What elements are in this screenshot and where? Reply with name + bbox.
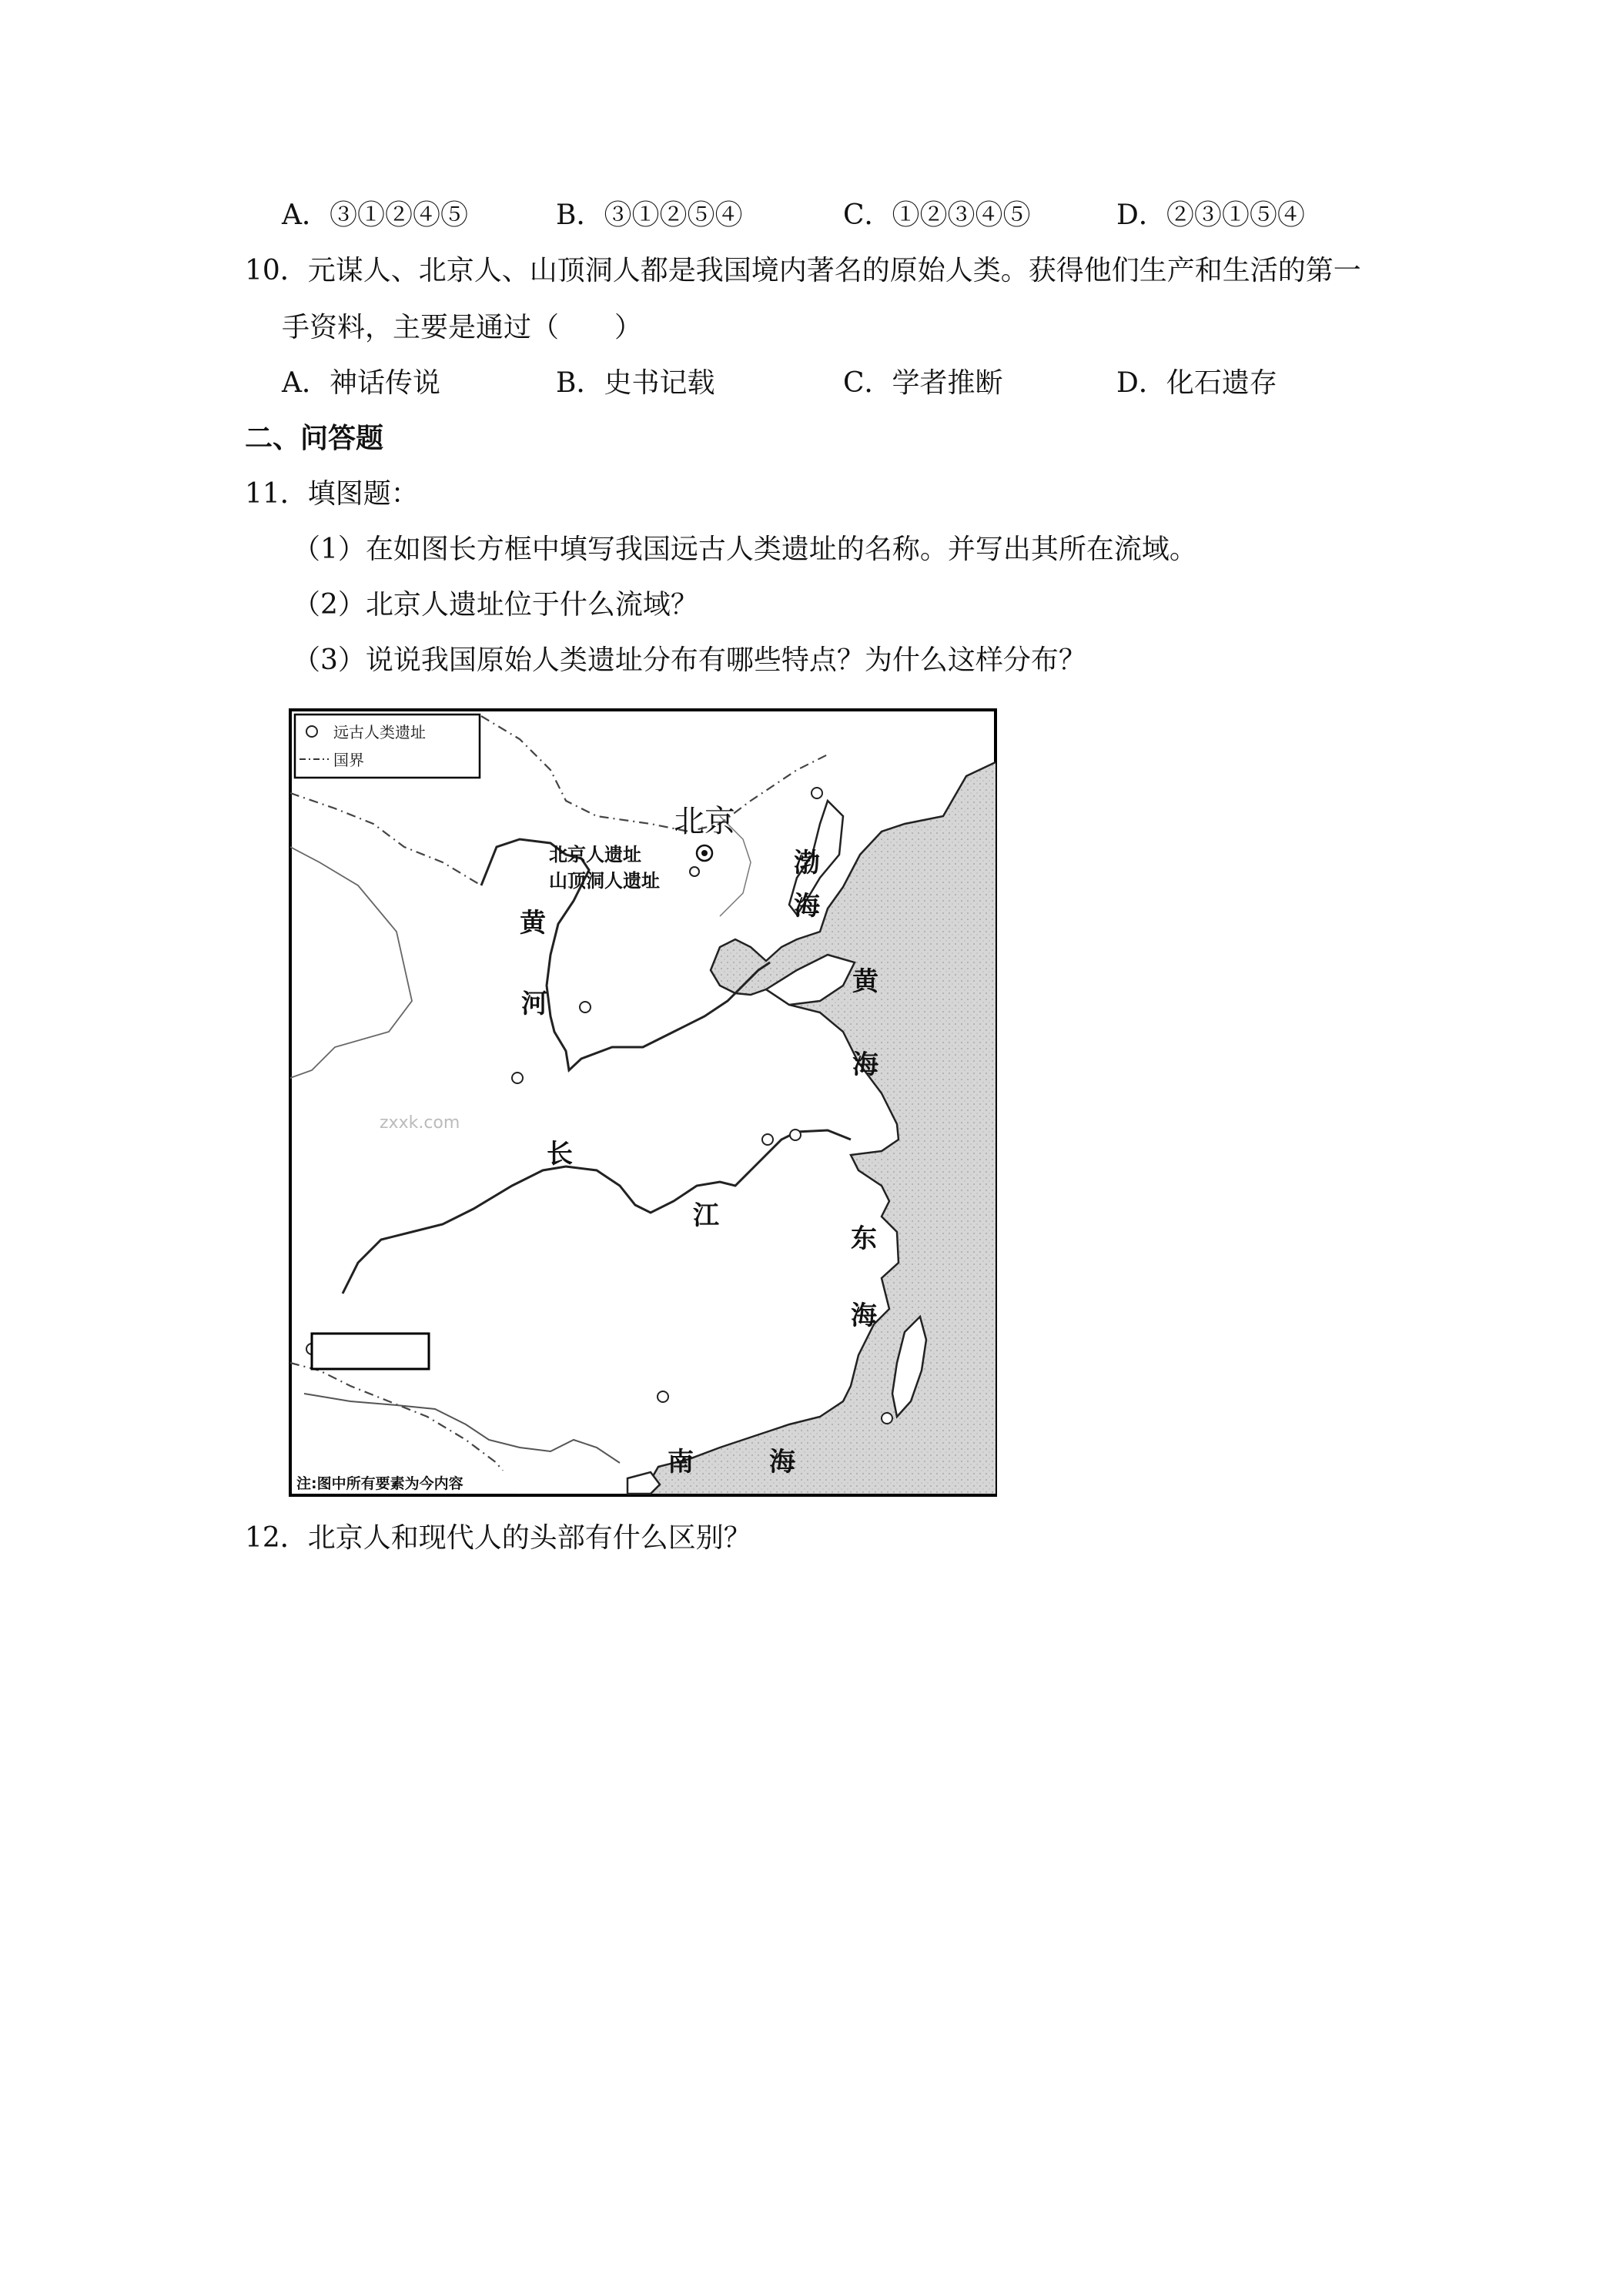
label-huanghe-1: 黄 [520,908,546,939]
q12-stem: 12．北京人和现代人的头部有什么区别？ [245,1522,751,1554]
q9-option-d: D．②③①⑤④ [1116,199,1305,231]
site-icon [658,1391,668,1402]
q9-option-a: A．③①②④⑤ [282,199,468,231]
q11-sub1: （1）在如图长方框中填写我国远古人类遗址的名称。并写出其所在流域。 [293,534,1197,565]
site-icon [762,1134,773,1145]
label-huanghai-1: 黄 [852,966,878,997]
q10-stem-line2: 手资料，主要是通过（ ） [282,312,643,343]
q10-option-c: C．学者推断 [843,367,1003,399]
q9-option-c: C．①②③④⑤ [843,199,1031,231]
site-icon [882,1413,892,1424]
legend-border-label: 国界 [333,751,364,769]
beijing-capital-dot [701,850,708,856]
label-nanhai-1: 南 [668,1447,694,1478]
site-icon [580,1002,591,1012]
map-note: 注:图中所有要素为今内容 [296,1475,463,1492]
legend-site-label: 远古人类遗址 [333,723,426,741]
q10-option-a: A．神话传说 [282,367,440,399]
answer-blank-box [312,1334,429,1369]
label-bohai-1: 渤 [794,848,820,879]
q9-option-b: B．③①②⑤④ [556,199,743,231]
label-nanhai-2: 海 [769,1447,795,1478]
q11-title: 11．填图题： [245,478,419,510]
legend-site-icon [306,726,317,737]
q10-option-d: D．化石遗存 [1116,367,1277,399]
label-donghai-2: 海 [851,1300,877,1331]
label-changjiang-2: 江 [693,1200,719,1231]
q10-option-b: B．史书记载 [556,367,715,399]
ancient-sites-map [289,708,997,1497]
label-shandingdong-site: 山顶洞人遗址 [549,870,660,892]
label-beijing-site: 北京人遗址 [549,844,641,865]
label-changjiang-1: 长 [547,1139,573,1170]
label-donghai-1: 东 [851,1223,877,1254]
site-icon [812,788,822,798]
section-title: 二、问答题 [245,423,384,454]
site-beijing-man-icon [690,867,699,876]
q11-sub3: （3）说说我国原始人类遗址分布有哪些特点？为什么这样分布？ [293,644,1086,676]
label-huanghai-2: 海 [852,1049,878,1080]
q10-stem-line1: 10．元谋人、北京人、山顶洞人都是我国境内著名的原始人类。获得他们生产和生活的第一 [245,255,1361,286]
site-icon [512,1073,523,1083]
q11-sub2: （2）北京人遗址位于什么流域？ [293,589,698,621]
label-huanghe-2: 河 [521,989,547,1019]
label-bohai-2: 海 [794,891,820,922]
watermark-text: zxxk.com [380,1113,460,1133]
beijing-label: 北京 [674,804,735,839]
site-icon [790,1130,801,1140]
